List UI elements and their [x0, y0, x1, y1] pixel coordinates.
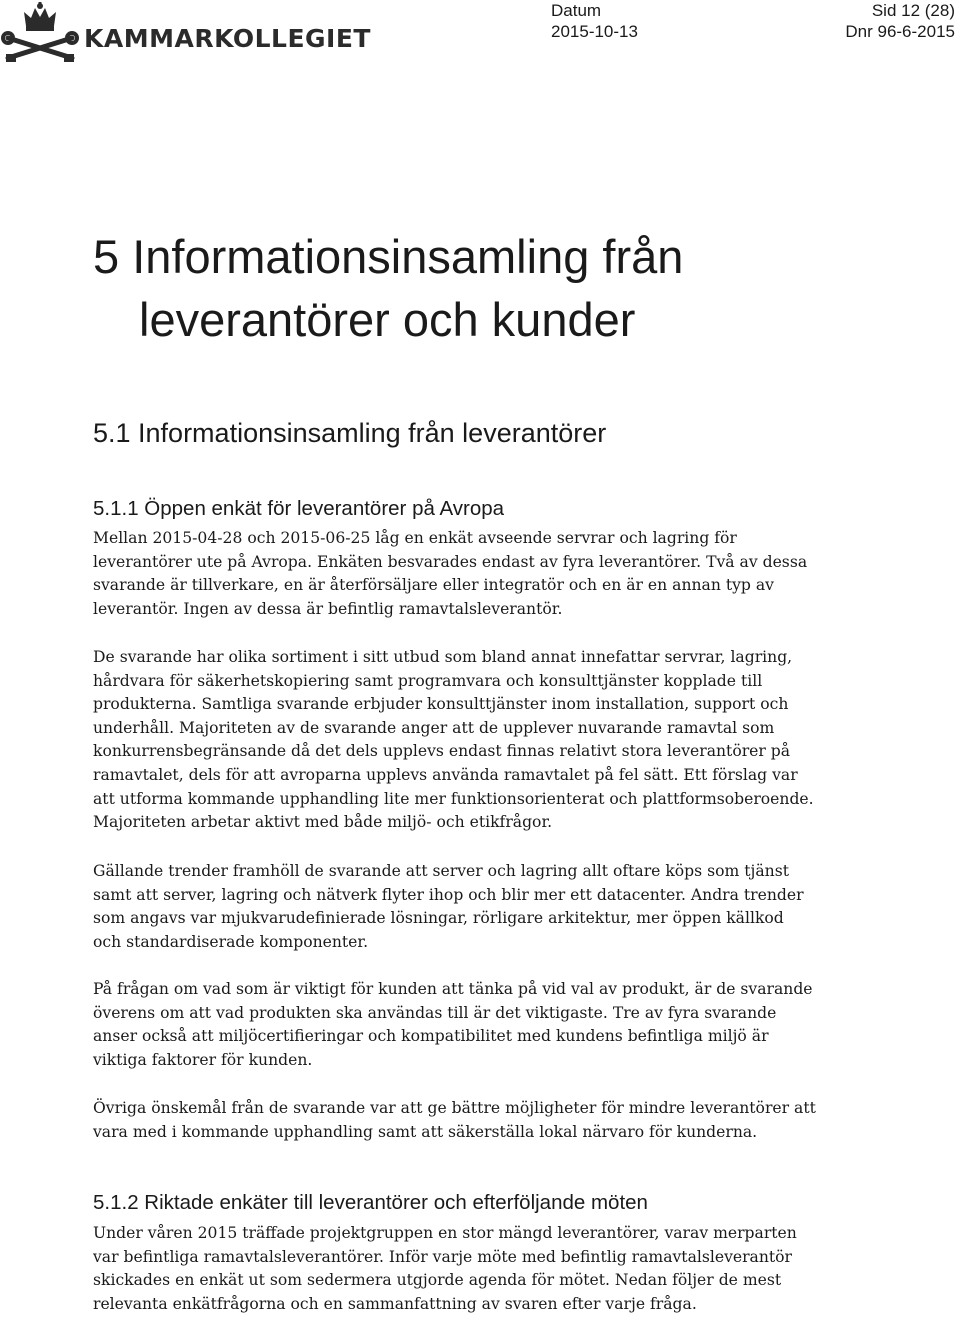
text-line: vara med i kommande upphandling samt att säkerställa lokal närvaro för kunderna. — [93, 1122, 758, 1141]
text-line: underhåll. Majoriteten av de svarande anger att de upplever nuvarande ramavtal som — [93, 718, 775, 737]
text-line: Övriga önskemål från de svarande var att ge bättre möjligheter för mindre leverantörer att — [93, 1099, 816, 1117]
chapter-title — [93, 225, 683, 351]
date-value: 2015-10-13 — [551, 22, 638, 41]
text-line: svarande är tillverkare, en är återförsäljare eller integratör och en är en annan typ av — [93, 576, 774, 595]
text-line: Gällande trender framhöll de svarande att server och lagring allt oftare köps som tjänst — [93, 862, 789, 880]
text-line: Under våren 2015 träffade projektgruppen en stor mängd leverantörer, varav merparten — [93, 1224, 797, 1242]
date-block — [551, 0, 638, 42]
text-line: konkurrensbegränsande då det dels upplevs endast finnas relativt stora leverantörer på — [93, 742, 791, 761]
text-line: På frågan om vad som är viktigt för kunden att tänka på vid val av produkt, är de svarande — [93, 980, 813, 998]
paragraph — [93, 527, 883, 621]
paragraph — [93, 978, 883, 1072]
text-line: och standardiserade komponenter. — [93, 932, 369, 951]
paragraph — [93, 860, 883, 954]
text-line: ramavtalet, dels för att avroparna upplevs använda ramavtalet på fel sätt. Ett förslag var — [93, 765, 798, 784]
text-line: relevanta enkätfrågorna och en sammanfattning av svaren efter varje fråga. — [93, 1294, 697, 1313]
chapter-title-line-2: leverantörer och kunder — [139, 293, 636, 346]
text-line: hårdvara för säkerhetskopiering samt programvara och konsulttjänster kopplade till — [93, 671, 763, 690]
text-line: Majoriteten arbetar aktivt med både miljö- och etikfrågor. — [93, 813, 553, 832]
crown-and-crossed-keys-icon — [0, 2, 80, 64]
text-line: överens om att vad produkten ska användas till är det viktigaste. Tre av fyra svarande — [93, 1003, 777, 1022]
page-number: Sid 12 (28) — [871, 1, 955, 20]
date-label: Datum — [551, 1, 602, 20]
section-title: 5.1 Informationsinsamling från leverantörer — [93, 418, 607, 448]
text-line: att utforma kommande upphandling lite mer funktionsorienterat och plattformsoberoende. — [93, 789, 814, 808]
text-line: anser också att miljöcertifieringar och kompatibilitet med kundens befintliga miljö är — [93, 1027, 769, 1046]
text-line: viktiga faktorer för kunden. — [93, 1050, 313, 1069]
text-line: produkterna. Samtliga svarande erbjuder konsulttjänster inom installation, support och — [93, 695, 789, 714]
paragraph — [93, 1097, 883, 1144]
paragraph — [93, 646, 883, 835]
dnr-number: Dnr 96-6-2015 — [845, 22, 955, 41]
text-line: som angavs var mjukvarudefinierade lösningar, rörligare arkitektur, mer öppen källkod — [93, 909, 784, 928]
chapter-title-line-1: 5 Informationsinsamling från — [93, 230, 684, 283]
text-line: Mellan 2015-04-28 och 2015-06-25 låg en enkät avseende servrar och lagring för — [93, 529, 737, 547]
text-line: samt att server, lagring och nätverk flyter ihop och blir mer ett datacenter. Andra trender — [93, 885, 804, 904]
text-line: leverantör. Ingen av dessa är befintlig ramavtalsleverantör. — [93, 599, 563, 618]
subsection-title: 5.1.1 Öppen enkät för leverantörer på Avropa — [93, 497, 505, 520]
page-info-block — [845, 0, 955, 42]
logo-text: KAMMARKOLLEGIET — [84, 23, 371, 53]
text-line: var befintliga ramavtalsleverantörer. Inför varje möte med befintlig ramavtalsleverantör — [93, 1247, 793, 1266]
subsection-title: 5.1.2 Riktade enkäter till leverantörer och efterföljande möten — [93, 1191, 648, 1214]
text-line: De svarande har olika sortiment i sitt utbud som bland annat innefattar servrar, lagring, — [93, 648, 793, 666]
paragraph — [93, 1222, 883, 1316]
logo — [0, 2, 371, 64]
text-line: skickades en enkät ut som sedermera utgjorde agenda för mötet. Nedan följer de mest — [93, 1271, 782, 1290]
text-line: leverantörer ute på Avropa. Enkäten besvarades endast av fyra leverantörer. Två av dessa — [93, 552, 808, 571]
